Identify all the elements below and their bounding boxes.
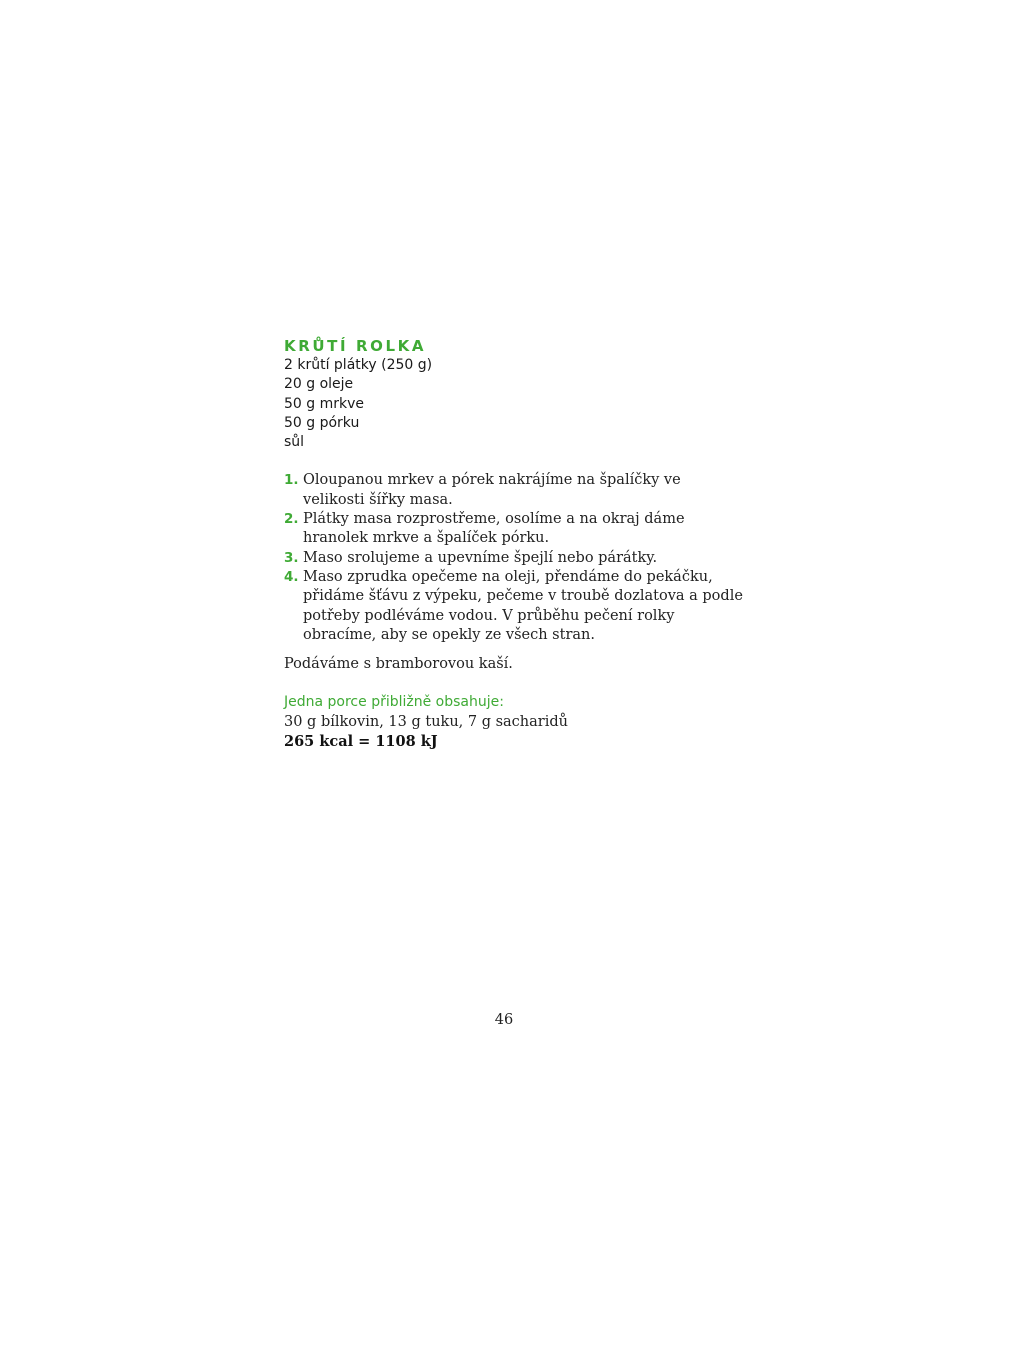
ingredient-item: sůl [284, 434, 305, 451]
step-text: Maso srolujeme a upevníme špejlí nebo párátky. [303, 549, 658, 566]
ingredient-item: 50 g pórku [284, 414, 360, 431]
step-list [284, 471, 744, 645]
page-number: 46 [494, 1012, 514, 1028]
recipe-title: KRŮTÍ ROLKA [284, 337, 427, 355]
step-number: 2. [284, 511, 299, 528]
step-text: Maso zprudka opečeme na oleji, přendáme do pekáčku, přidáme šťávu z výpeku, pečeme v troubě dozlatova a podle potřeby podléváme vodou. V průběhu pečení rolky obracíme, aby se opekly ze všech stran. [303, 568, 743, 643]
ingredient-item: 20 g oleje [284, 376, 354, 393]
nutrition-heading: Jedna porce přibližně obsahuje: [284, 694, 504, 711]
step-number: 4. [284, 568, 299, 585]
nutrition-macros: 30 g bílkovin, 13 g tuku, 7 g sacharidů [284, 713, 568, 730]
step-text: Oloupanou mrkev a pórek nakrájíme na špalíčky ve velikosti šířky masa. [303, 472, 681, 508]
step-item [284, 510, 744, 549]
step-number: 3. [284, 549, 299, 566]
ingredient-item: 2 krůtí plátky (250 g) [284, 357, 433, 373]
ingredient-item: 50 g mrkve [284, 395, 365, 412]
step-item [284, 549, 744, 568]
nutrition-energy: 265 kcal = 1108 kJ [284, 733, 438, 751]
step-item [284, 471, 744, 510]
step-item [284, 568, 744, 645]
serving-suggestion: Podáváme s bramborovou kaší. [284, 656, 513, 673]
step-number: 1. [284, 472, 299, 489]
step-text: Plátky masa rozprostřeme, osolíme a na okraj dáme hranolek mrkve a špalíček pórku. [303, 511, 685, 547]
recipe [284, 337, 744, 751]
ingredient-list [284, 356, 744, 452]
